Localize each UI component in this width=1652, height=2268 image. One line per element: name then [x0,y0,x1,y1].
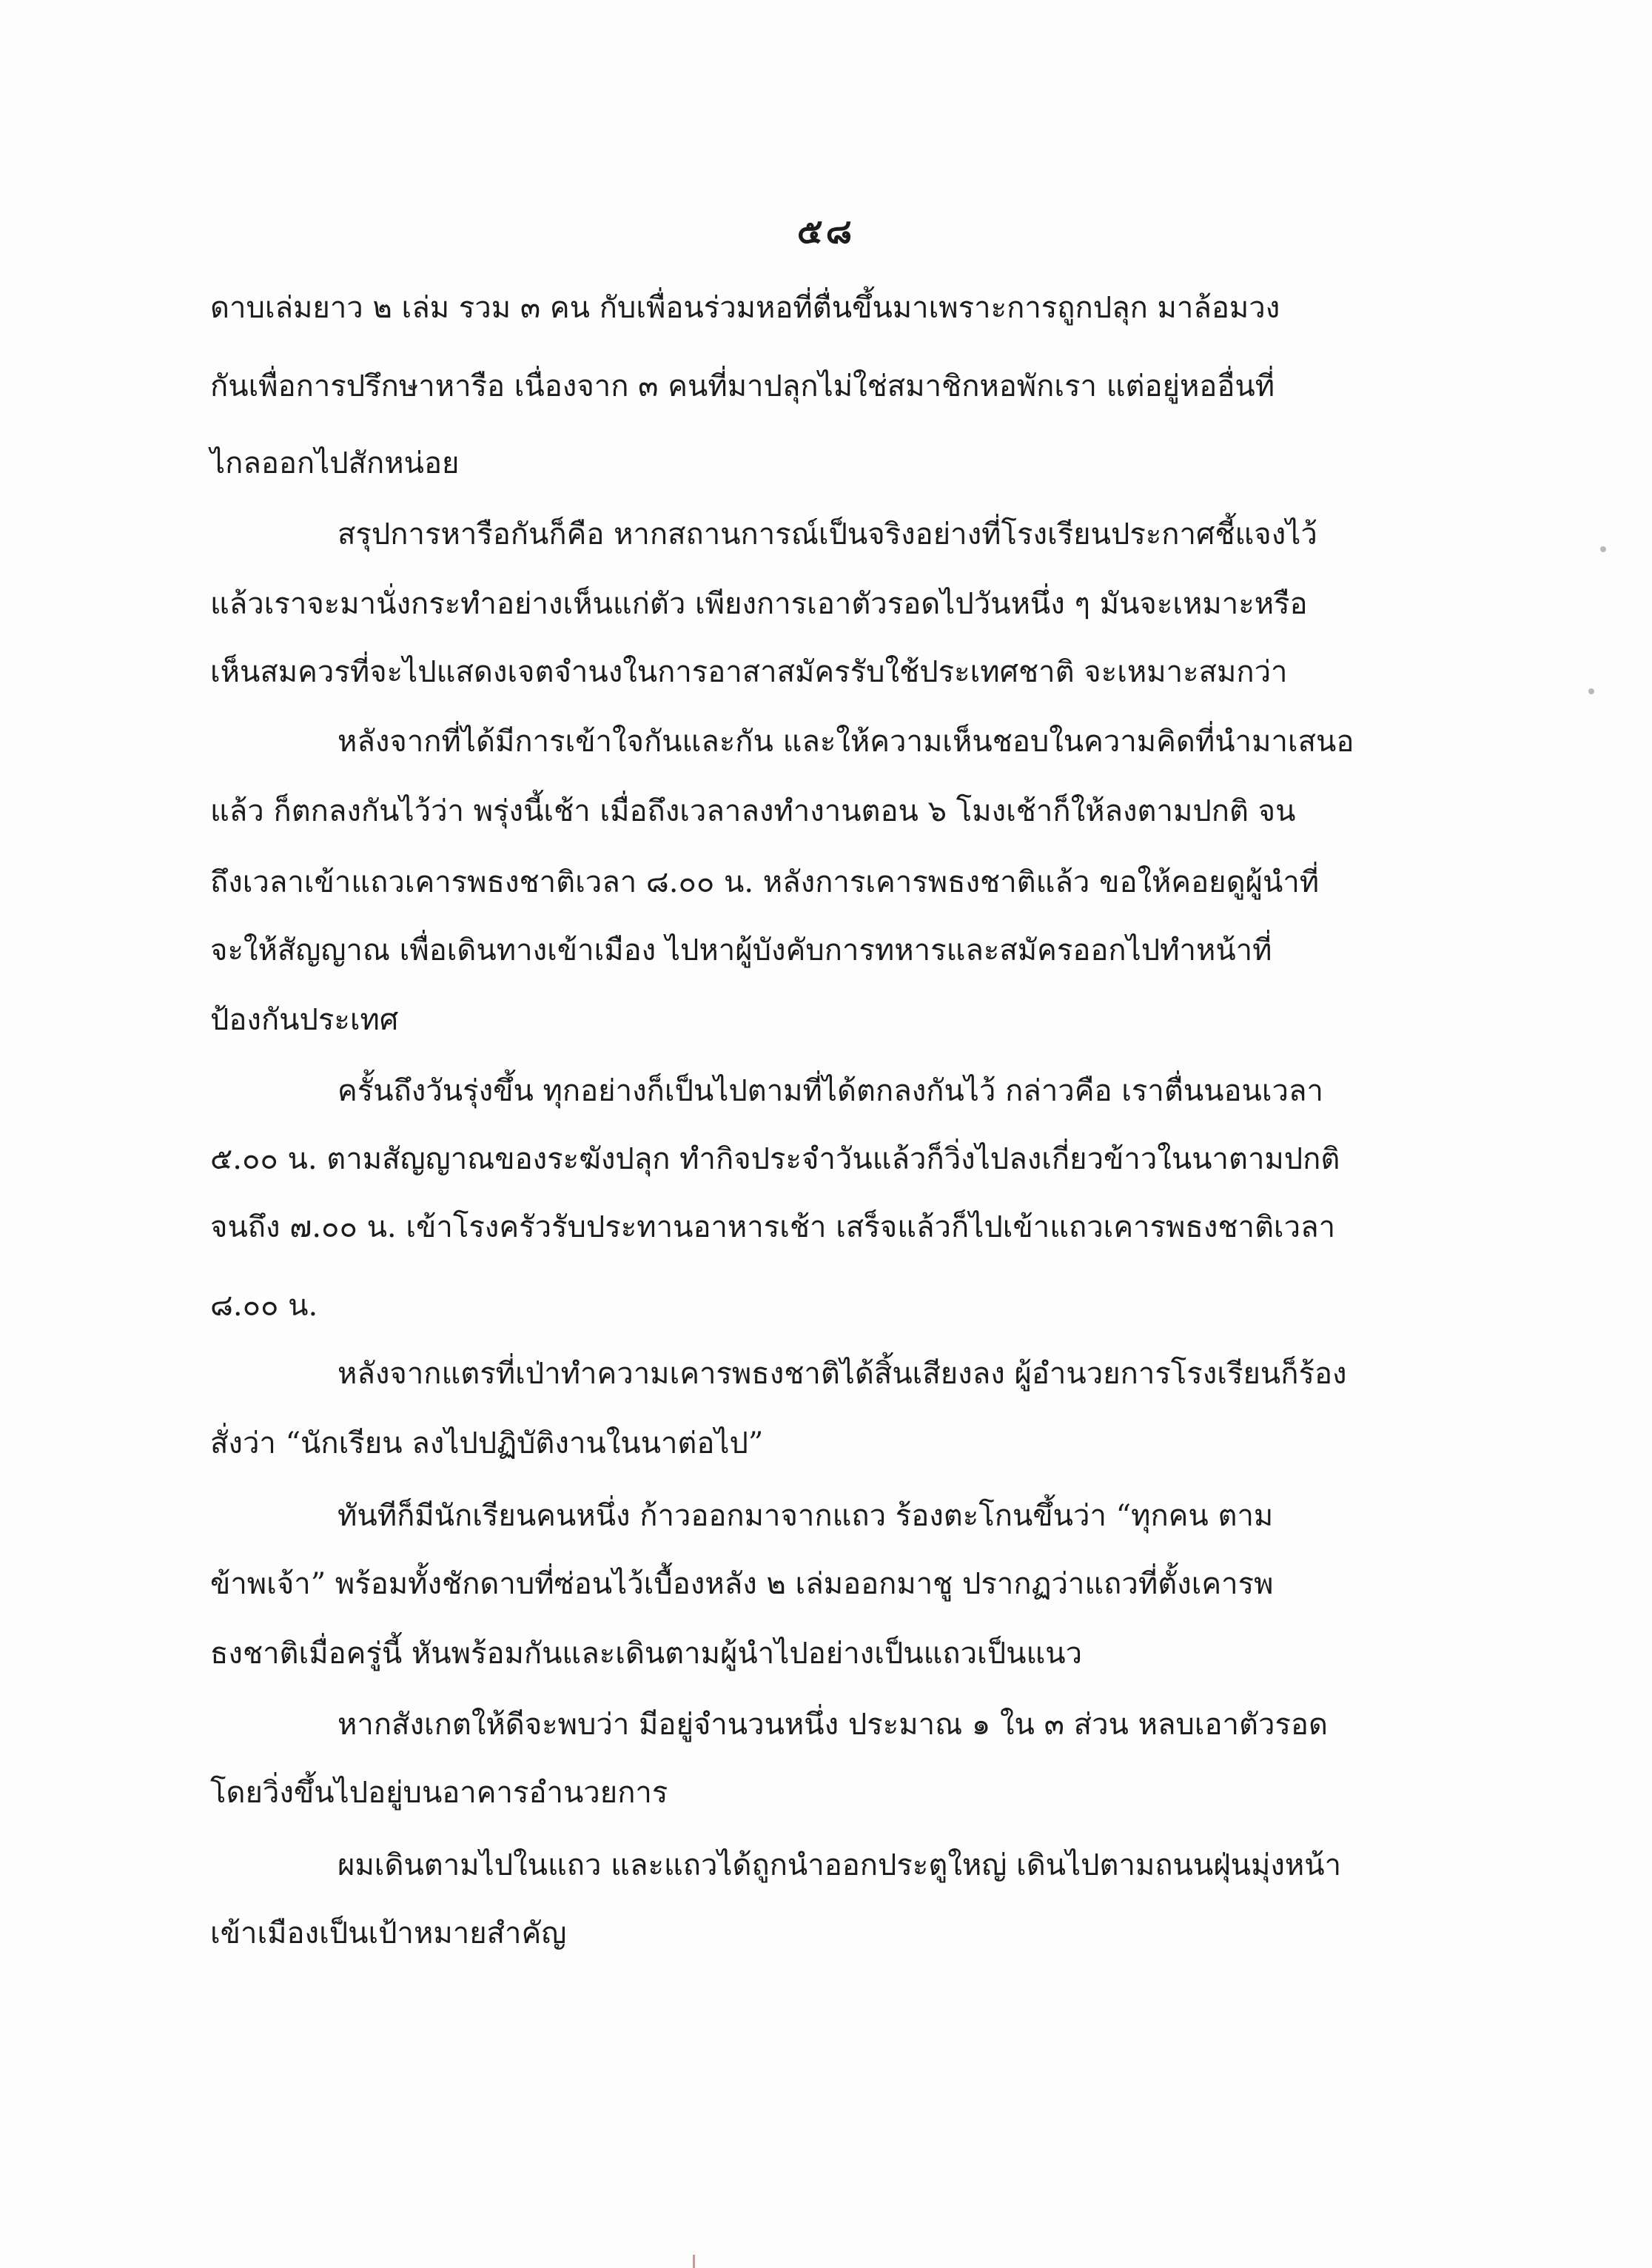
paragraph-first-line: สรุปการหารือกันก็คือ หากสถานการณ์เป็นจริงอย่างที่โรงเรียนประกาศชี้แจงไว้ [338,517,1317,551]
text-line: จะให้สัญญาณ เพื่อเดินทางเข้าเมือง ไปหาผู้บังคับการทหารและสมัครออกไปทำหน้าที่ [210,933,1272,967]
paragraph-first-line: หลังจากแตรที่เป่าทำความเคารพธงชาติได้สิ้นเสียงลง ผู้อำนวยการโรงเรียนก็ร้อง [338,1357,1347,1391]
text-line: สั่งว่า “นักเรียน ลงไปปฏิบัติงานในนาต่อไป” [210,1426,764,1460]
text-line: แล้วเราจะมานั่งกระทำอย่างเห็นแก่ตัว เพียงการเอาตัวรอดไปวันหนึ่ง ๆ มันจะเหมาะหรือ [210,587,1308,621]
scan-speck [1600,546,1606,552]
text-line: ๘.๐๐ น. [210,1289,318,1323]
paragraph-first-line: หลังจากที่ได้มีการเข้าใจกันและกัน และให้ความเห็นชอบในความคิดที่นำมาเสนอ [338,725,1354,759]
text-line: ข้าพเจ้า” พร้อมทั้งชักดาบที่ซ่อนไว้เบื้องหลัง ๒ เล่มออกมาชู ปรากฏว่าแถวที่ตั้งเคารพ [210,1567,1274,1601]
text-line: จนถึง ๗.๐๐ น. เข้าโรงครัวรับประทานอาหารเช้า เสร็จแล้วก็ไปเข้าแถวเคารพธงชาติเวลา [210,1210,1336,1244]
text-line: โดยวิ่งขึ้นไปอยู่บนอาคารอำนวยการ [210,1776,668,1810]
page-number: ๕๘ [796,211,856,251]
text-line: ดาบเล่มยาว ๒ เล่ม รวม ๓ คน กับเพื่อนร่วมหอที่ตื่นขึ้นมาเพราะการถูกปลุก มาล้อมวง [210,291,1280,325]
paragraph-first-line: หากสังเกตให้ดีจะพบว่า มีอยู่จำนวนหนึ่ง ประมาณ ๑ ใน ๓ ส่วน หลบเอาตัวรอด [338,1708,1328,1742]
text-line: เข้าเมืองเป็นเป้าหมายสำคัญ [210,1916,567,1950]
text-line: ธงชาติเมื่อครู่นี้ หันพร้อมกันและเดินตามผู้นำไปอย่างเป็นแถวเป็นแนว [210,1637,1083,1671]
text-line: ถึงเวลาเข้าแถวเคารพธงชาติเวลา ๘.๐๐ น. หลังการเคารพธงชาติแล้ว ขอให้คอยดูผู้นำที่ [210,865,1320,899]
text-line: แล้ว ก็ตกลงกันไว้ว่า พรุ่งนี้เช้า เมื่อถึงเวลาลงทำงานตอน ๖ โมงเช้าก็ให้ลงตามปกติ จน [210,794,1296,828]
scan-speck [1588,688,1594,694]
text-line: ป้องกันประเทศ [210,1003,399,1037]
text-line: ไกลออกไปสักหน่อย [210,446,460,480]
paragraph-first-line: ผมเดินตามไปในแถว และแถวได้ถูกนำออกประตูใหญ่ เดินไปตามถนนฝุ่นมุ่งหน้า [338,1848,1342,1882]
text-line: กันเพื่อการปรึกษาหารือ เนื่องจาก ๓ คนที่มาปลุกไม่ใช่สมาชิกหอพักเรา แต่อยู่หออื่นที่ [210,369,1275,403]
paragraph-first-line: ครั้นถึงวันรุ่งขึ้น ทุกอย่างก็เป็นไปตามที่ได้ตกลงกันไว้ กล่าวคือ เราตื่นนอนเวลา [338,1074,1323,1108]
scan-mark [693,2255,695,2268]
text-line: เห็นสมควรที่จะไปแสดงเจตจำนงในการอาสาสมัครรับใช้ประเทศชาติ จะเหมาะสมกว่า [210,655,1288,689]
text-line: ๕.๐๐ น. ตามสัญญาณของระฆังปลุก ทำกิจประจำวันแล้วก็วิ่งไปลงเกี่ยวข้าวในนาตามปกติ [210,1142,1340,1176]
paragraph-first-line: ทันทีก็มีนักเรียนคนหนึ่ง ก้าวออกมาจากแถว ร้องตะโกนขึ้นว่า “ทุกคน ตาม [338,1499,1274,1533]
